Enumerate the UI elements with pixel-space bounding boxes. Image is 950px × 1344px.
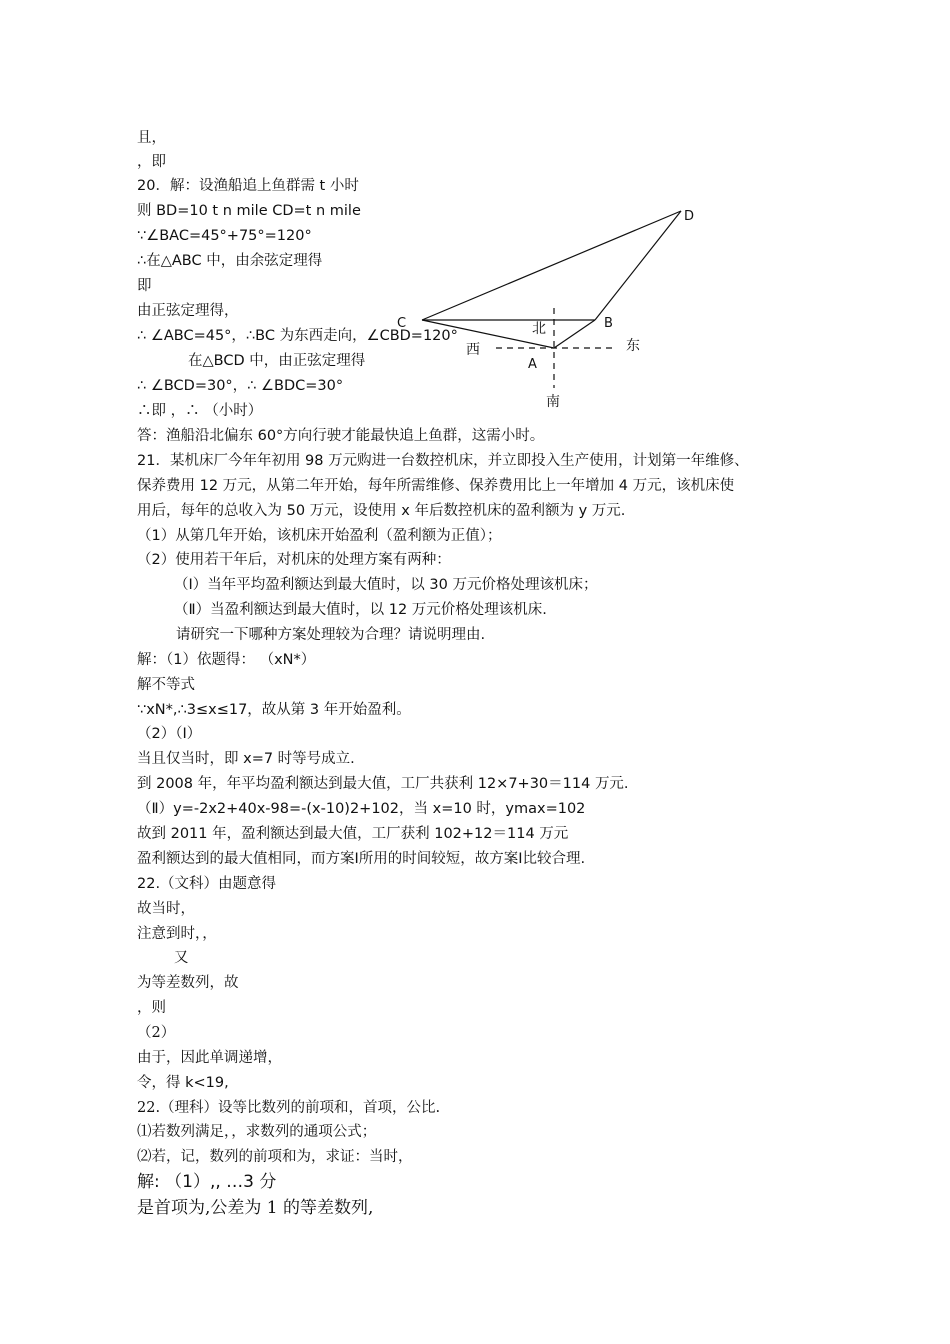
text-line: 为等差数列，故 <box>137 975 239 991</box>
text-line: 解: （1）,, …3 分 <box>137 1172 277 1192</box>
text-line: （1）从第几年开始，该机床开始盈利（盈利额为正值）； <box>137 528 502 544</box>
text-line: 是首项为,公差为 1 的等差数列, <box>137 1198 374 1218</box>
text-line: 22.（理科）设等比数列的前项和，首项，公比. <box>137 1100 441 1116</box>
text-line: 故当时， <box>137 901 195 917</box>
text-line: ∴即 ，∴ （小时） <box>137 403 263 419</box>
text-line: （Ⅰ）当年平均盈利额达到最大值时，以 30 万元价格处理该机床； <box>174 577 598 593</box>
text-line: 20．解：设渔船追上鱼群需 t 小时 <box>137 178 359 194</box>
direction-label-south: 南 <box>546 394 560 410</box>
text-line: ∵∠BAC=45°+75°=120° <box>137 228 312 244</box>
text-line: ∴ ∠ABC=45°，∴BC 为东西走向，∠CBD=120° <box>137 328 458 344</box>
text-line: 在△BCD 中，由正弦定理得 <box>188 353 366 369</box>
text-line: 当且仅当时，即 x=7 时等号成立. <box>137 751 355 767</box>
text-line: （Ⅱ）当盈利额达到最大值时，以 12 万元价格处理该机床. <box>174 602 547 618</box>
triangle-diagram <box>390 200 700 415</box>
text-line: ，即 <box>137 154 166 170</box>
direction-label-west: 西 <box>466 342 480 358</box>
point-label-b: B <box>604 316 613 331</box>
text-line: ∵xN*,∴3≤x≤17，故从第 3 年开始盈利。 <box>137 702 411 718</box>
text-line: 令，得 k<19, <box>137 1075 229 1091</box>
text-line: 注意到时，， <box>137 926 217 942</box>
text-line: 由正弦定理得， <box>137 303 239 319</box>
segment-cd <box>422 211 681 320</box>
text-line: ⑴若数列满足，，求数列的通项公式； <box>137 1124 377 1140</box>
text-line: 保养费用 12 万元，从第二年开始，每年所需维修、保养费用比上一年增加 4 万元，该机床使 <box>137 478 735 494</box>
text-line: （2）使用若干年后，对机床的处理方案有两种： <box>137 552 451 568</box>
text-line: 解不等式 <box>137 677 195 693</box>
point-label-a: A <box>528 357 537 372</box>
text-line: 盈利额达到的最大值相同，而方案Ⅰ所用的时间较短，故方案Ⅰ比较合理. <box>137 851 586 867</box>
segment-db <box>595 211 681 320</box>
direction-label-east: 东 <box>626 338 640 354</box>
text-line: 到 2008 年，年平均盈利额达到最大值，工厂共获利 12×7+30＝114 万元. <box>137 776 629 792</box>
text-line: 请研究一下哪种方案处理较为合理？请说明理由. <box>176 627 486 643</box>
text-line: 答：渔船沿北偏东 60°方向行驶才能最快追上鱼群，这需小时。 <box>137 428 545 444</box>
text-line: 由于，因此单调递增， <box>137 1050 282 1066</box>
text-line: 则 BD=10 t n mile CD=t n mile <box>137 203 361 219</box>
text-line: 又 <box>174 950 189 966</box>
text-line: 用后，每年的总收入为 50 万元，设使用 x 年后数控机床的盈利额为 y 万元. <box>137 503 626 519</box>
point-label-c: C <box>397 316 407 331</box>
text-line: （2） <box>137 1025 176 1041</box>
text-line: ∴在△ABC 中，由余弦定理得 <box>137 253 323 269</box>
text-line: ⑵若，记，数列的前项和为，求证：当时， <box>137 1149 413 1165</box>
point-label-d: D <box>684 209 695 224</box>
text-line: 22.（文科）由题意得 <box>137 876 277 892</box>
text-line: （2）（Ⅰ） <box>137 726 202 742</box>
text-line: （Ⅱ）y=-2x2+40x-98=-(x-10)2+102，当 x=10 时，ymax=102 <box>137 801 586 817</box>
text-line: 即 <box>137 278 152 294</box>
text-line: 解：（1）依题得： （xN*） <box>137 652 316 668</box>
text-line: 且， <box>137 130 166 146</box>
segment-ab <box>554 320 595 348</box>
direction-label-north: 北 <box>532 321 546 337</box>
text-line: ∴ ∠BCD=30°，∴ ∠BDC=30° <box>137 378 344 394</box>
text-line: 21．某机床厂今年年初用 98 万元购进一台数控机床，并立即投入生产使用，计划第一年维修、 <box>137 453 749 469</box>
text-line: 故到 2011 年，盈利额达到最大值，工厂获利 102+12＝114 万元 <box>137 826 569 842</box>
text-line: ，则 <box>137 1000 166 1016</box>
